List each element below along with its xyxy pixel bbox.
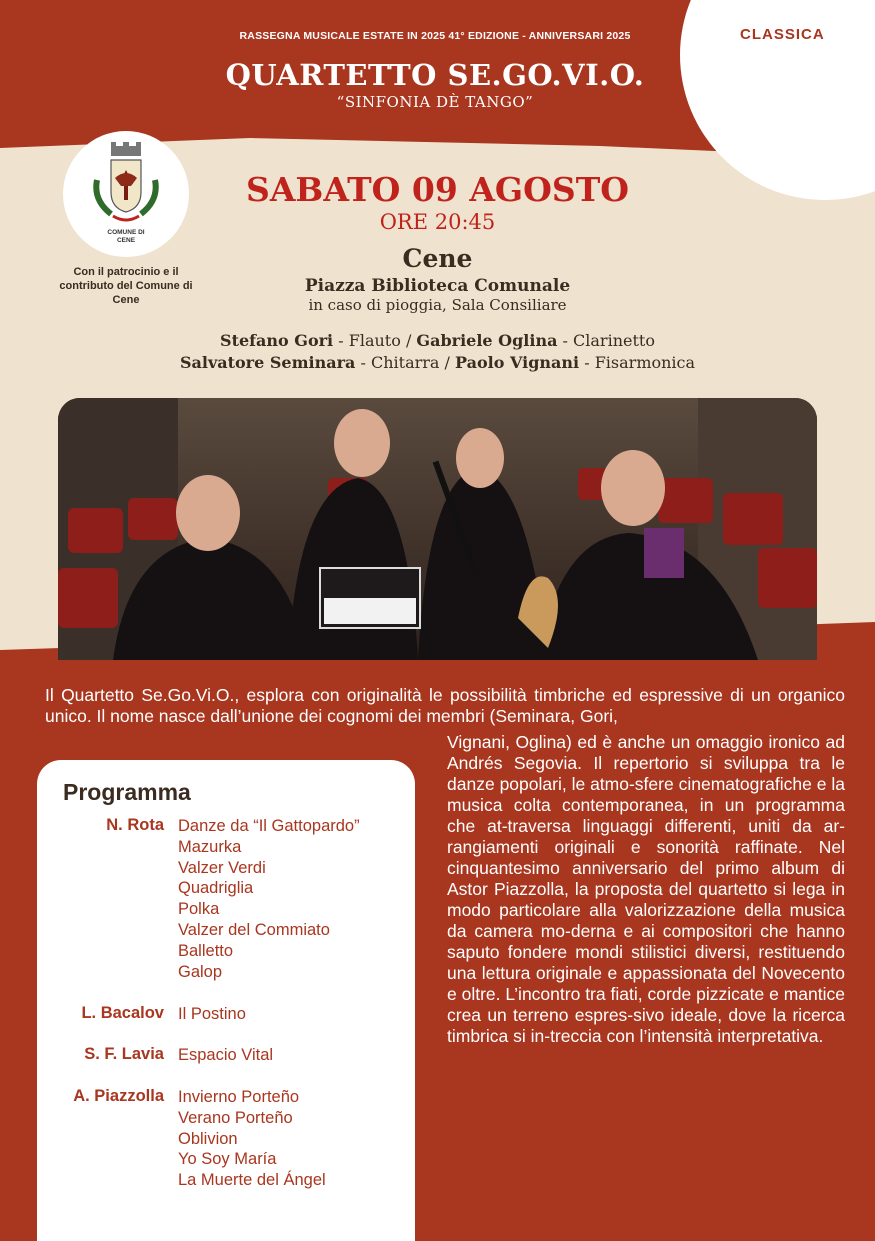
- rain-note: in caso di pioggia, Sala Consiliare: [308, 296, 567, 314]
- work-title: Balletto: [178, 941, 234, 960]
- musicians-line-2: Salvatore Seminara - Chitarra / Paolo Vignani - Fisarmonica: [179, 353, 696, 372]
- work-title: Polka: [178, 900, 220, 919]
- works-list: [178, 816, 360, 982]
- musician-name: Salvatore Seminara: [179, 353, 356, 372]
- work-title: La Muerte del Ángel: [178, 1171, 326, 1190]
- concert-title: QUARTETTO SE.GO.VI.O.: [225, 58, 645, 92]
- work-title: Invierno Porteño: [178, 1088, 300, 1106]
- quartet-photo: [58, 398, 817, 660]
- musician-instrument: Flauto: [348, 331, 401, 350]
- composer-name: A. Piazzolla: [73, 1087, 164, 1105]
- work-title: Mazurka: [178, 837, 242, 856]
- musician-instrument: Chitarra: [370, 353, 440, 372]
- composer-name: S. F. Lavia: [84, 1045, 164, 1063]
- description-paragraph: Vignani, Oglina) ed è anche un omaggio ironico ad Andrés Segovia. Il repertorio si sviluppa tra le danze popolari, le atmo-sfere cinematografiche e la musica colta contemporanea, in un programma che at-traversa linguaggi differenti, uniti da ar-rangiamenti originali e sonorità raffinate. Nel cinquantesimo anniversario del primo album di Astor Piazzolla, la proposta del quartetto si lega in modo particolare alla valorizzazione della musica da camera mo-derna e ai compositori che hanno saputo fondere mondi stilistici diversi, restituendo una lettura originale e appassionata del Novecento e oltre. L’incontro tra fiati, corde pizzicate e mantice crea un terreno espres-sivo ideale, dove la ricerca timbrica si in-treccia con l’intensità interpretativa.: [447, 732, 845, 1046]
- work-title: Espacio Vital: [178, 1046, 274, 1064]
- crest-caption: COMUNE DI CENE: [107, 229, 145, 244]
- event-date: SABATO 09 AGOSTO: [246, 170, 629, 209]
- work-title: Galop: [178, 962, 223, 981]
- works-list: [178, 1045, 273, 1066]
- musician-name: Gabriele Oglina: [416, 331, 558, 350]
- festival-line: RASSEGNA MUSICALE ESTATE IN 2025 41° EDIZIONE - ANNIVERSARI 2025: [239, 30, 631, 42]
- musician-name: Paolo Vignani: [455, 353, 580, 372]
- work-title: Quadriglia: [178, 879, 254, 898]
- patronage-note: Con il patrocinio e il contributo del Comune di Cene: [59, 266, 193, 306]
- programme-title: Programma: [63, 779, 191, 805]
- musician-instrument: Clarinetto: [573, 331, 655, 350]
- work-title: Oblivion: [178, 1129, 238, 1148]
- coat-of-arms-icon: [91, 140, 161, 230]
- event-time: ORE 20:45: [379, 210, 496, 234]
- work-title: Il Postino: [178, 1005, 246, 1023]
- musician-name: Stefano Gori: [220, 331, 334, 350]
- intro-paragraph: Il Quartetto Se.Go.Vi.O., esplora con originalità le possibilità timbriche ed espressive di un organico unico. Il nome nasce dall’unione dei cognomi dei membri (Seminara, Gori,: [45, 685, 845, 726]
- event-venue: Piazza Biblioteca Comunale: [304, 276, 571, 296]
- work-title: Valzer Verdi: [178, 858, 266, 877]
- work-title: Valzer del Commiato: [178, 920, 330, 939]
- work-title: Danze da “Il Gattopardo”: [178, 817, 360, 835]
- musician-instrument: Fisarmonica: [594, 353, 696, 372]
- works-list: [178, 1004, 246, 1025]
- works-list: [178, 1087, 326, 1191]
- concert-subtitle: “SINFONIA DÈ TANGO”: [336, 93, 534, 111]
- category-label: CLASSICA: [740, 26, 825, 43]
- work-title: Yo Soy María: [178, 1150, 277, 1169]
- composer-name: L. Bacalov: [81, 1004, 164, 1022]
- work-title: Verano Porteño: [178, 1108, 293, 1127]
- event-city: Cene: [402, 244, 473, 273]
- musicians-line-1: Stefano Gori - Flauto / Gabriele Oglina - Clarinetto: [220, 331, 655, 350]
- composer-name: N. Rota: [106, 816, 164, 834]
